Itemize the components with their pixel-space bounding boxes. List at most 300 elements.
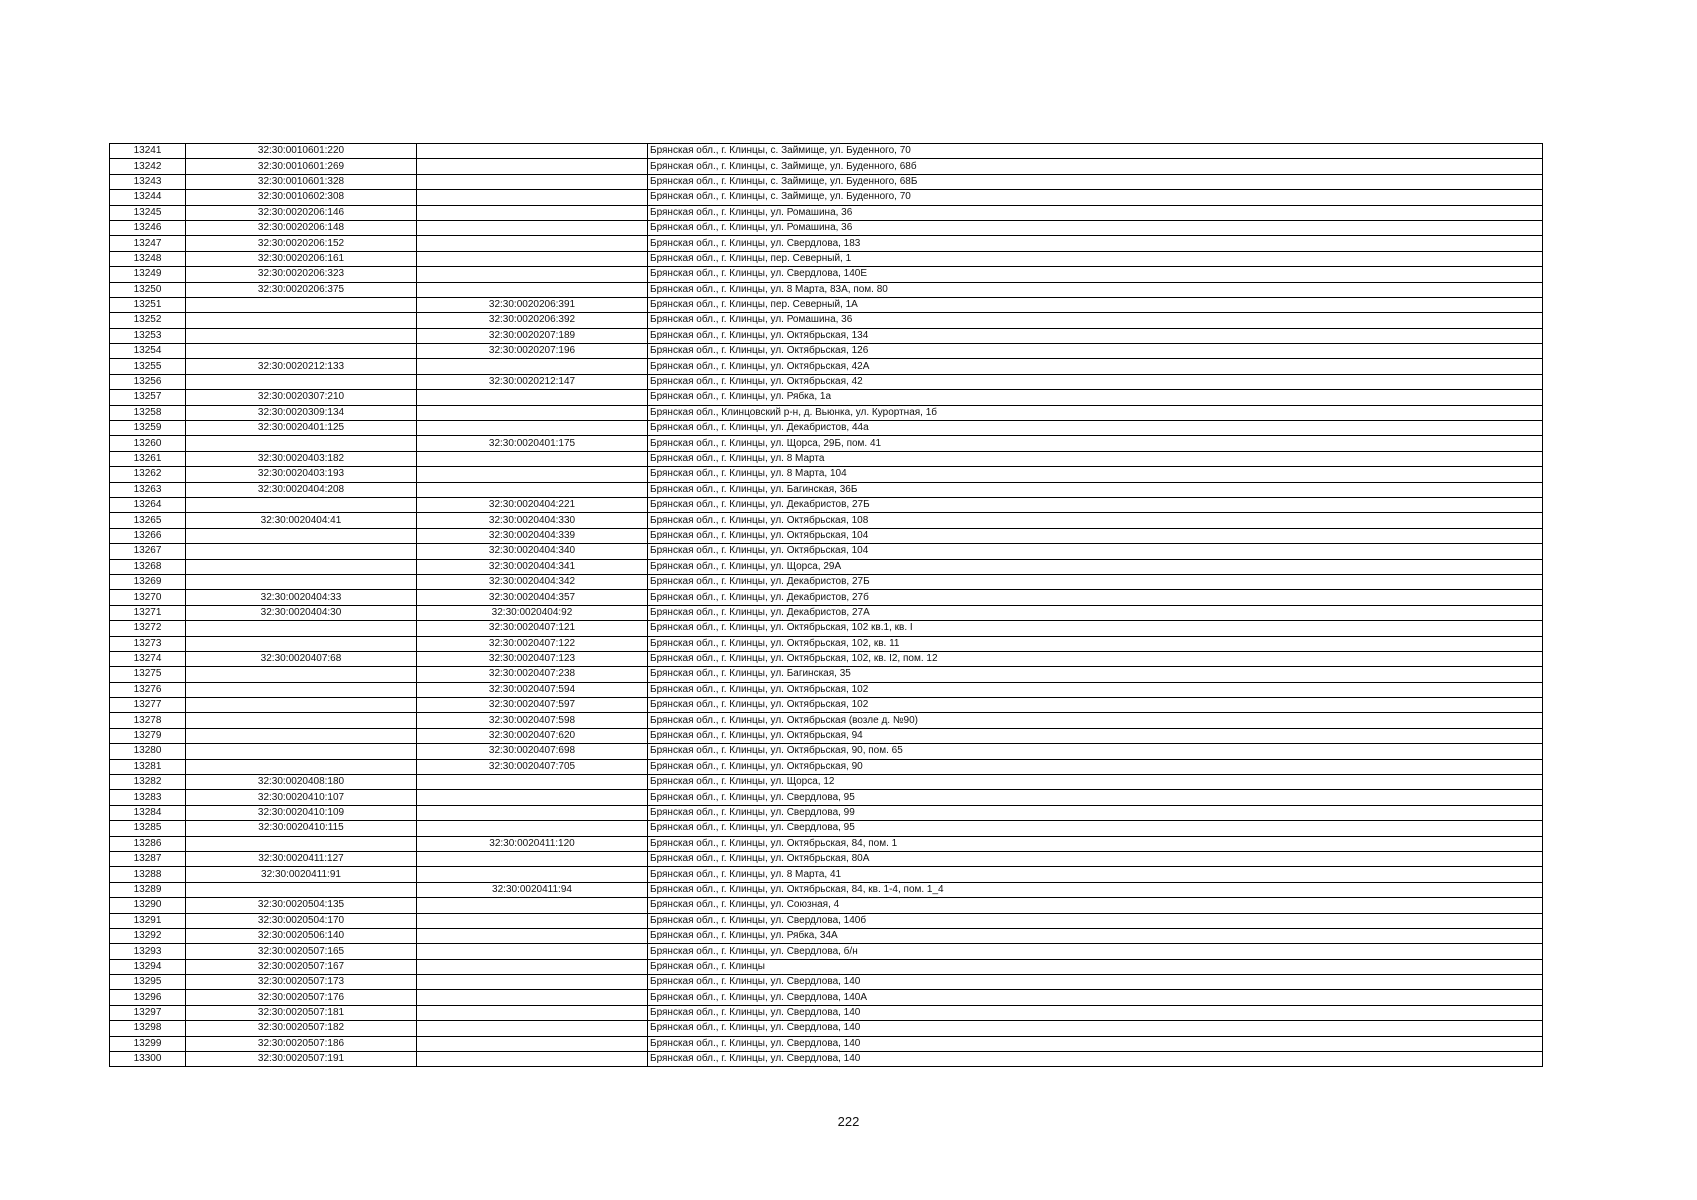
- row-number-cell: 13291: [110, 913, 186, 928]
- cadastral-number-cell: 32:30:0020408:180: [186, 775, 417, 790]
- address-cell: Брянская обл., г. Клинцы, ул. Октябрьская, 104: [648, 544, 1543, 559]
- address-cell: Брянская обл., г. Клинцы, ул. Октябрьская, 108: [648, 513, 1543, 528]
- second-cadastral-number-cell: [417, 959, 648, 974]
- table-row: [110, 605, 1543, 620]
- address-cell: Брянская обл., г. Клинцы, ул. Свердлова, 140Е: [648, 267, 1543, 282]
- row-number-cell: 13259: [110, 421, 186, 436]
- cadastral-number-cell: [186, 636, 417, 651]
- second-cadastral-number-cell: 32:30:0020407:620: [417, 728, 648, 743]
- row-number-cell: 13288: [110, 867, 186, 882]
- row-number-cell: 13290: [110, 898, 186, 913]
- address-cell: Брянская обл., г. Клинцы, ул. Октябрьская, 102 кв.1, кв. I: [648, 621, 1543, 636]
- cadastral-number-cell: [186, 574, 417, 589]
- row-number-cell: 13252: [110, 313, 186, 328]
- second-cadastral-number-cell: [417, 775, 648, 790]
- row-number-cell: 13297: [110, 1005, 186, 1020]
- cadastral-number-cell: 32:30:0020407:68: [186, 651, 417, 666]
- row-number-cell: 13263: [110, 482, 186, 497]
- cadastral-number-cell: [186, 698, 417, 713]
- cadastral-number-cell: [186, 528, 417, 543]
- address-cell: Брянская обл., г. Клинцы, ул. Союзная, 4: [648, 898, 1543, 913]
- table-row: [110, 544, 1543, 559]
- row-number-cell: 13271: [110, 605, 186, 620]
- table-row: [110, 790, 1543, 805]
- row-number-cell: 13273: [110, 636, 186, 651]
- row-number-cell: 13264: [110, 497, 186, 512]
- second-cadastral-number-cell: [417, 159, 648, 174]
- second-cadastral-number-cell: [417, 898, 648, 913]
- table-row: [110, 1036, 1543, 1051]
- row-number-cell: 13265: [110, 513, 186, 528]
- second-cadastral-number-cell: [417, 482, 648, 497]
- cadastral-number-cell: 32:30:0020504:135: [186, 898, 417, 913]
- table-row: [110, 313, 1543, 328]
- address-cell: Брянская обл., г. Клинцы, ул. Декабристов, 27Б: [648, 497, 1543, 512]
- address-cell: Брянская обл., г. Клинцы, ул. Октябрьская, 84, пом. 1: [648, 836, 1543, 851]
- second-cadastral-number-cell: [417, 282, 648, 297]
- table-row: [110, 513, 1543, 528]
- row-number-cell: 13249: [110, 267, 186, 282]
- cadastral-number-cell: 32:30:0020411:91: [186, 867, 417, 882]
- row-number-cell: 13279: [110, 728, 186, 743]
- cadastral-number-cell: 32:30:0020206:148: [186, 220, 417, 235]
- table-row: [110, 1021, 1543, 1036]
- second-cadastral-number-cell: [417, 805, 648, 820]
- row-number-cell: 13275: [110, 667, 186, 682]
- row-number-cell: 13278: [110, 713, 186, 728]
- cadastral-number-cell: 32:30:0020504:170: [186, 913, 417, 928]
- address-cell: Брянская обл., г. Клинцы, пер. Северный, 1: [648, 251, 1543, 266]
- table-row: [110, 297, 1543, 312]
- second-cadastral-number-cell: [417, 405, 648, 420]
- row-number-cell: 13261: [110, 451, 186, 466]
- second-cadastral-number-cell: [417, 220, 648, 235]
- row-number-cell: 13267: [110, 544, 186, 559]
- second-cadastral-number-cell: 32:30:0020206:392: [417, 313, 648, 328]
- address-cell: Брянская обл., г. Клинцы, ул. Октябрьская, 42А: [648, 359, 1543, 374]
- table-row: [110, 775, 1543, 790]
- cadastral-number-cell: [186, 728, 417, 743]
- second-cadastral-number-cell: 32:30:0020207:196: [417, 344, 648, 359]
- second-cadastral-number-cell: [417, 267, 648, 282]
- second-cadastral-number-cell: 32:30:0020404:342: [417, 574, 648, 589]
- cadastral-number-cell: 32:30:0010601:328: [186, 174, 417, 189]
- table-row: [110, 667, 1543, 682]
- second-cadastral-number-cell: 32:30:0020404:357: [417, 590, 648, 605]
- row-number-cell: 13262: [110, 467, 186, 482]
- second-cadastral-number-cell: 32:30:0020407:594: [417, 682, 648, 697]
- second-cadastral-number-cell: [417, 451, 648, 466]
- cadastral-number-cell: 32:30:0020507:167: [186, 959, 417, 974]
- address-cell: Брянская обл., г. Клинцы, ул. 8 Марта, 104: [648, 467, 1543, 482]
- address-cell: Брянская обл., г. Клинцы, ул. Октябрьская, 90: [648, 759, 1543, 774]
- row-number-cell: 13274: [110, 651, 186, 666]
- address-cell: Брянская обл., г. Клинцы, ул. Багинская, 35: [648, 667, 1543, 682]
- table-row: [110, 190, 1543, 205]
- table-row: [110, 621, 1543, 636]
- address-cell: Брянская обл., г. Клинцы, ул. Декабристов, 44а: [648, 421, 1543, 436]
- cadastral-number-cell: 32:30:0020507:173: [186, 975, 417, 990]
- second-cadastral-number-cell: [417, 928, 648, 943]
- table-row: [110, 590, 1543, 605]
- cadastral-number-cell: 32:30:0020507:186: [186, 1036, 417, 1051]
- address-cell: Брянская обл., г. Клинцы, ул. Октябрьская, 104: [648, 528, 1543, 543]
- second-cadastral-number-cell: 32:30:0020404:339: [417, 528, 648, 543]
- cadastral-number-cell: 32:30:0020410:107: [186, 790, 417, 805]
- table-row: [110, 497, 1543, 512]
- cadastral-number-cell: [186, 759, 417, 774]
- table-row: [110, 467, 1543, 482]
- address-cell: Брянская обл., г. Клинцы, ул. Свердлова, 140А: [648, 990, 1543, 1005]
- table-row: [110, 220, 1543, 235]
- cadastral-number-cell: [186, 297, 417, 312]
- address-cell: Брянская обл., г. Клинцы, ул. Свердлова, 140: [648, 975, 1543, 990]
- second-cadastral-number-cell: 32:30:0020401:175: [417, 436, 648, 451]
- row-number-cell: 13299: [110, 1036, 186, 1051]
- address-cell: Брянская обл., г. Клинцы, ул. Щорса, 29А: [648, 559, 1543, 574]
- table-row: [110, 390, 1543, 405]
- table-row: [110, 898, 1543, 913]
- address-cell: Брянская обл., г. Клинцы, ул. Свердлова, 95: [648, 790, 1543, 805]
- address-cell: Брянская обл., г. Клинцы, ул. 8 Марта: [648, 451, 1543, 466]
- second-cadastral-number-cell: [417, 790, 648, 805]
- address-cell: Брянская обл., г. Клинцы, ул. Октябрьская, 42: [648, 374, 1543, 389]
- row-number-cell: 13287: [110, 851, 186, 866]
- cadastral-number-cell: 32:30:0020206:375: [186, 282, 417, 297]
- address-cell: Брянская обл., г. Клинцы, ул. Свердлова, 140: [648, 1036, 1543, 1051]
- row-number-cell: 13293: [110, 944, 186, 959]
- second-cadastral-number-cell: 32:30:0020407:238: [417, 667, 648, 682]
- table-row: [110, 205, 1543, 220]
- row-number-cell: 13253: [110, 328, 186, 343]
- row-number-cell: 13250: [110, 282, 186, 297]
- row-number-cell: 13292: [110, 928, 186, 943]
- address-cell: Брянская обл., г. Клинцы, с. Займище, ул. Буденного, 70: [648, 190, 1543, 205]
- cadastral-number-cell: 32:30:0010602:308: [186, 190, 417, 205]
- table-row: [110, 328, 1543, 343]
- row-number-cell: 13300: [110, 1052, 186, 1067]
- cadastral-number-cell: [186, 313, 417, 328]
- row-number-cell: 13295: [110, 975, 186, 990]
- address-cell: Брянская обл., г. Клинцы, ул. 8 Марта, 83А, пом. 80: [648, 282, 1543, 297]
- cadastral-number-cell: 32:30:0020507:176: [186, 990, 417, 1005]
- address-cell: Брянская обл., г. Клинцы, ул. Рябка, 1а: [648, 390, 1543, 405]
- row-number-cell: 13242: [110, 159, 186, 174]
- row-number-cell: 13277: [110, 698, 186, 713]
- cadastral-number-cell: 32:30:0020404:208: [186, 482, 417, 497]
- cadastral-number-cell: [186, 374, 417, 389]
- address-cell: Брянская обл., г. Клинцы, ул. Свердлова, 99: [648, 805, 1543, 820]
- table-row: [110, 944, 1543, 959]
- second-cadastral-number-cell: 32:30:0020411:94: [417, 882, 648, 897]
- table-row: [110, 990, 1543, 1005]
- cadastral-number-cell: 32:30:0020411:127: [186, 851, 417, 866]
- row-number-cell: 13246: [110, 220, 186, 235]
- address-cell: Брянская обл., г. Клинцы, с. Займище, ул. Буденного, 70: [648, 144, 1543, 159]
- cadastral-number-cell: [186, 713, 417, 728]
- row-number-cell: 13244: [110, 190, 186, 205]
- row-number-cell: 13281: [110, 759, 186, 774]
- table-row: [110, 928, 1543, 943]
- table-row: [110, 451, 1543, 466]
- address-cell: Брянская обл., г. Клинцы, ул. Свердлова, 140: [648, 1021, 1543, 1036]
- cadastral-number-cell: 32:30:0020404:41: [186, 513, 417, 528]
- second-cadastral-number-cell: [417, 1052, 648, 1067]
- cadastral-number-cell: 32:30:0020410:109: [186, 805, 417, 820]
- cadastral-number-cell: [186, 667, 417, 682]
- cadastral-number-cell: 32:30:0020507:165: [186, 944, 417, 959]
- cadastral-number-cell: 32:30:0020206:323: [186, 267, 417, 282]
- table-row: [110, 174, 1543, 189]
- cadastral-number-cell: [186, 621, 417, 636]
- cadastral-number-cell: 32:30:0020403:182: [186, 451, 417, 466]
- table-row: [110, 636, 1543, 651]
- address-cell: Брянская обл., г. Клинцы, ул. Свердлова, 140: [648, 1052, 1543, 1067]
- table-row: [110, 482, 1543, 497]
- second-cadastral-number-cell: 32:30:0020206:391: [417, 297, 648, 312]
- table-row: [110, 574, 1543, 589]
- page-number: 222: [837, 1114, 860, 1129]
- address-cell: Брянская обл., г. Клинцы, ул. Декабристов, 27А: [648, 605, 1543, 620]
- address-cell: Брянская обл., г. Клинцы, ул. Октябрьская, 80А: [648, 851, 1543, 866]
- table-row: [110, 251, 1543, 266]
- address-cell: Брянская обл., г. Клинцы, ул. Октябрьская, 90, пом. 65: [648, 744, 1543, 759]
- cadastral-number-cell: [186, 497, 417, 512]
- address-cell: Брянская обл., г. Клинцы, ул. Щорса, 12: [648, 775, 1543, 790]
- second-cadastral-number-cell: [417, 174, 648, 189]
- second-cadastral-number-cell: [417, 467, 648, 482]
- cadastral-number-cell: 32:30:0020506:140: [186, 928, 417, 943]
- second-cadastral-number-cell: [417, 913, 648, 928]
- row-number-cell: 13260: [110, 436, 186, 451]
- table-row: [110, 267, 1543, 282]
- table-row: [110, 851, 1543, 866]
- second-cadastral-number-cell: [417, 851, 648, 866]
- second-cadastral-number-cell: 32:30:0020212:147: [417, 374, 648, 389]
- address-cell: Брянская обл., г. Клинцы: [648, 959, 1543, 974]
- address-cell: Брянская обл., г. Клинцы, ул. Рябка, 34А: [648, 928, 1543, 943]
- registry-table-body: [110, 144, 1543, 1067]
- second-cadastral-number-cell: 32:30:0020407:121: [417, 621, 648, 636]
- address-cell: Брянская обл., г. Клинцы, ул. Декабристов, 27б: [648, 590, 1543, 605]
- row-number-cell: 13248: [110, 251, 186, 266]
- table-row: [110, 1052, 1543, 1067]
- row-number-cell: 13255: [110, 359, 186, 374]
- second-cadastral-number-cell: [417, 1005, 648, 1020]
- second-cadastral-number-cell: 32:30:0020404:330: [417, 513, 648, 528]
- address-cell: Брянская обл., г. Клинцы, ул. Октябрьская, 102: [648, 698, 1543, 713]
- cadastral-number-cell: 32:30:0010601:269: [186, 159, 417, 174]
- table-row: [110, 405, 1543, 420]
- address-cell: Брянская обл., Клинцовский р-н, д. Вьюнка, ул. Курортная, 1б: [648, 405, 1543, 420]
- second-cadastral-number-cell: 32:30:0020407:705: [417, 759, 648, 774]
- cadastral-number-cell: [186, 744, 417, 759]
- second-cadastral-number-cell: [417, 1021, 648, 1036]
- row-number-cell: 13280: [110, 744, 186, 759]
- table-row: [110, 159, 1543, 174]
- second-cadastral-number-cell: 32:30:0020404:221: [417, 497, 648, 512]
- row-number-cell: 13258: [110, 405, 186, 420]
- second-cadastral-number-cell: 32:30:0020407:123: [417, 651, 648, 666]
- address-cell: Брянская обл., г. Клинцы, ул. Ромашина, 36: [648, 220, 1543, 235]
- cadastral-number-cell: [186, 882, 417, 897]
- cadastral-number-cell: 32:30:0020507:181: [186, 1005, 417, 1020]
- second-cadastral-number-cell: [417, 990, 648, 1005]
- second-cadastral-number-cell: 32:30:0020407:598: [417, 713, 648, 728]
- row-number-cell: 13283: [110, 790, 186, 805]
- cadastral-number-cell: [186, 559, 417, 574]
- cadastral-number-cell: 32:30:0020206:152: [186, 236, 417, 251]
- row-number-cell: 13266: [110, 528, 186, 543]
- address-cell: Брянская обл., г. Клинцы, ул. Октябрьская, 126: [648, 344, 1543, 359]
- table-row: [110, 421, 1543, 436]
- row-number-cell: 13272: [110, 621, 186, 636]
- table-row: [110, 882, 1543, 897]
- second-cadastral-number-cell: 32:30:0020407:597: [417, 698, 648, 713]
- table-row: [110, 374, 1543, 389]
- row-number-cell: 13243: [110, 174, 186, 189]
- second-cadastral-number-cell: [417, 251, 648, 266]
- registry-table: [109, 143, 1543, 1067]
- row-number-cell: 13251: [110, 297, 186, 312]
- second-cadastral-number-cell: 32:30:0020407:698: [417, 744, 648, 759]
- cadastral-number-cell: 32:30:0020206:161: [186, 251, 417, 266]
- cadastral-number-cell: [186, 344, 417, 359]
- second-cadastral-number-cell: [417, 359, 648, 374]
- cadastral-number-cell: 32:30:0020410:115: [186, 821, 417, 836]
- cadastral-number-cell: [186, 544, 417, 559]
- cadastral-number-cell: 32:30:0020206:146: [186, 205, 417, 220]
- second-cadastral-number-cell: [417, 144, 648, 159]
- address-cell: Брянская обл., г. Клинцы, ул. Свердлова, 183: [648, 236, 1543, 251]
- row-number-cell: 13268: [110, 559, 186, 574]
- row-number-cell: 13254: [110, 344, 186, 359]
- table-row: [110, 821, 1543, 836]
- second-cadastral-number-cell: [417, 821, 648, 836]
- address-cell: Брянская обл., г. Клинцы, ул. Ромашина, 36: [648, 313, 1543, 328]
- second-cadastral-number-cell: [417, 975, 648, 990]
- row-number-cell: 13284: [110, 805, 186, 820]
- second-cadastral-number-cell: 32:30:0020404:92: [417, 605, 648, 620]
- second-cadastral-number-cell: [417, 390, 648, 405]
- cadastral-number-cell: 32:30:0020309:134: [186, 405, 417, 420]
- address-cell: Брянская обл., г. Клинцы, ул. Ромашина, 36: [648, 205, 1543, 220]
- row-number-cell: 13245: [110, 205, 186, 220]
- address-cell: Брянская обл., г. Клинцы, ул. Свердлова, 140: [648, 1005, 1543, 1020]
- second-cadastral-number-cell: [417, 867, 648, 882]
- cadastral-number-cell: [186, 836, 417, 851]
- table-row: [110, 805, 1543, 820]
- table-row: [110, 759, 1543, 774]
- table-row: [110, 913, 1543, 928]
- table-row: [110, 651, 1543, 666]
- row-number-cell: 13247: [110, 236, 186, 251]
- table-row: [110, 698, 1543, 713]
- table-row: [110, 144, 1543, 159]
- table-row: [110, 1005, 1543, 1020]
- table-row: [110, 528, 1543, 543]
- second-cadastral-number-cell: [417, 1036, 648, 1051]
- cadastral-number-cell: [186, 328, 417, 343]
- row-number-cell: 13296: [110, 990, 186, 1005]
- cadastral-number-cell: 32:30:0020212:133: [186, 359, 417, 374]
- table-row: [110, 359, 1543, 374]
- address-cell: Брянская обл., г. Клинцы, ул. Октябрьская, 84, кв. 1-4, пом. 1_4: [648, 882, 1543, 897]
- second-cadastral-number-cell: [417, 190, 648, 205]
- row-number-cell: 13276: [110, 682, 186, 697]
- address-cell: Брянская обл., г. Клинцы, ул. Свердлова, 140б: [648, 913, 1543, 928]
- second-cadastral-number-cell: 32:30:0020404:341: [417, 559, 648, 574]
- address-cell: Брянская обл., г. Клинцы, пер. Северный, 1А: [648, 297, 1543, 312]
- second-cadastral-number-cell: [417, 205, 648, 220]
- table-row: [110, 713, 1543, 728]
- row-number-cell: 13294: [110, 959, 186, 974]
- table-row: [110, 744, 1543, 759]
- address-cell: Брянская обл., г. Клинцы, ул. Октябрьская, 102, кв. 11: [648, 636, 1543, 651]
- row-number-cell: 13285: [110, 821, 186, 836]
- row-number-cell: 13298: [110, 1021, 186, 1036]
- address-cell: Брянская обл., г. Клинцы, ул. Октябрьская, 94: [648, 728, 1543, 743]
- cadastral-number-cell: 32:30:0020507:182: [186, 1021, 417, 1036]
- row-number-cell: 13270: [110, 590, 186, 605]
- cadastral-number-cell: 32:30:0020403:193: [186, 467, 417, 482]
- table-row: [110, 836, 1543, 851]
- row-number-cell: 13282: [110, 775, 186, 790]
- second-cadastral-number-cell: [417, 944, 648, 959]
- row-number-cell: 13256: [110, 374, 186, 389]
- address-cell: Брянская обл., г. Клинцы, ул. Щорса, 29Б, пом. 41: [648, 436, 1543, 451]
- cadastral-number-cell: 32:30:0020401:125: [186, 421, 417, 436]
- cadastral-number-cell: 32:30:0020307:210: [186, 390, 417, 405]
- row-number-cell: 13286: [110, 836, 186, 851]
- address-cell: Брянская обл., г. Клинцы, с. Займище, ул. Буденного, 68Б: [648, 174, 1543, 189]
- table-row: [110, 236, 1543, 251]
- second-cadastral-number-cell: 32:30:0020207:189: [417, 328, 648, 343]
- table-row: [110, 728, 1543, 743]
- table-row: [110, 559, 1543, 574]
- address-cell: Брянская обл., г. Клинцы, ул. Свердлова, б/н: [648, 944, 1543, 959]
- address-cell: Брянская обл., г. Клинцы, ул. Свердлова, 95: [648, 821, 1543, 836]
- table-row: [110, 344, 1543, 359]
- row-number-cell: 13257: [110, 390, 186, 405]
- table-row: [110, 867, 1543, 882]
- table-row: [110, 282, 1543, 297]
- table-row: [110, 682, 1543, 697]
- cadastral-number-cell: [186, 436, 417, 451]
- second-cadastral-number-cell: 32:30:0020411:120: [417, 836, 648, 851]
- cadastral-number-cell: 32:30:0020404:30: [186, 605, 417, 620]
- second-cadastral-number-cell: 32:30:0020404:340: [417, 544, 648, 559]
- row-number-cell: 13269: [110, 574, 186, 589]
- address-cell: Брянская обл., г. Клинцы, ул. Декабристов, 27Б: [648, 574, 1543, 589]
- cadastral-number-cell: [186, 682, 417, 697]
- table-row: [110, 959, 1543, 974]
- table-row: [110, 436, 1543, 451]
- cadastral-number-cell: 32:30:0010601:220: [186, 144, 417, 159]
- row-number-cell: 13289: [110, 882, 186, 897]
- cadastral-number-cell: 32:30:0020404:33: [186, 590, 417, 605]
- second-cadastral-number-cell: 32:30:0020407:122: [417, 636, 648, 651]
- address-cell: Брянская обл., г. Клинцы, ул. Октябрьская, 134: [648, 328, 1543, 343]
- address-cell: Брянская обл., г. Клинцы, с. Займище, ул. Буденного, 68б: [648, 159, 1543, 174]
- row-number-cell: 13241: [110, 144, 186, 159]
- address-cell: Брянская обл., г. Клинцы, ул. Октябрьская, 102: [648, 682, 1543, 697]
- second-cadastral-number-cell: [417, 236, 648, 251]
- address-cell: Брянская обл., г. Клинцы, ул. 8 Марта, 41: [648, 867, 1543, 882]
- table-row: [110, 975, 1543, 990]
- address-cell: Брянская обл., г. Клинцы, ул. Багинская, 36Б: [648, 482, 1543, 497]
- second-cadastral-number-cell: [417, 421, 648, 436]
